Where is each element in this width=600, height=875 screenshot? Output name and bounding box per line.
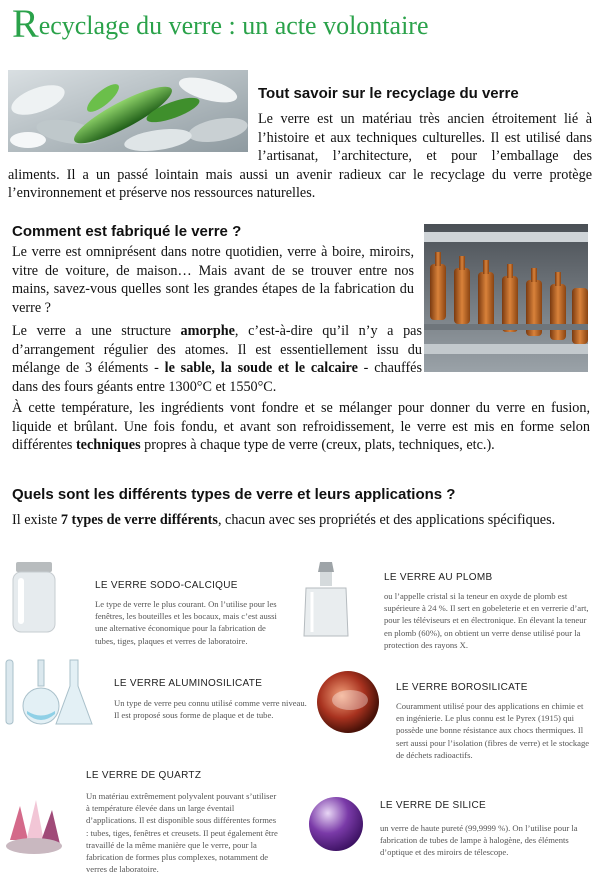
card-title-quartz: LE VERRE DE QUARTZ	[86, 770, 202, 781]
title-initial: R	[12, 1, 39, 46]
card-text-sodo: Le type de verre le plus courant. On l’utilise pour les fenêtres, les bouteilles et les bocaux, mais c’est aussi une alternative économique pour la fabrication de tubes, tiges, plaques et verres de laboratoire.	[95, 599, 277, 646]
card-title-boro: LE VERRE BOROSILICATE	[396, 682, 528, 693]
title-rest: ecyclage du verre : un acte volontaire	[38, 11, 429, 40]
quartz-crystals-illustration	[2, 792, 66, 856]
para2-amorphe: amorphe	[180, 323, 235, 339]
recyclage-paragraph: Le verre est un matériau très ancien étroitement lié à l’histoire et aux techniques culturelles. Il est utilisé dans l’artisanat, l’architecture, et pour l’emballage des aliments. Il a un passé lointain mais aussi un avenir radieux car le recyclage du verre protège l’environnement et préserve nos ressources naturelles.	[8, 111, 592, 202]
lab-glassware-illustration	[2, 656, 94, 728]
card-text-plomb: ou l’appelle cristal si la teneur en oxyde de plomb est supérieure à 24 %. Il sert en gobeleterie et en verrerie d’art, pour les téléviseurs et en électronique. En élevant la teneur en plomb (60%), on obtient un verre dense utilisé pour la protection des rayons X.	[384, 591, 589, 650]
intro-count: 7 types de verre différents	[60, 512, 218, 528]
card-text-alumino: Un type de verre peu connu utilisé comme verre niveau. Il est proposé sous forme de plaque et de tube.	[114, 698, 307, 721]
para3-a: À cette température, les ingrédients vont fondre et se mélanger pour donner du verre en fusion, liquide et brûlant. Une fois fondu, et avant son refroidissement, le verre est mis en forme selon différentes	[12, 400, 590, 454]
image-float-spacer-2	[422, 322, 590, 374]
para2-a: Le verre a une structure	[12, 323, 181, 339]
fabrication-paragraph-2	[12, 322, 590, 396]
intro-a: Il existe	[12, 512, 61, 528]
card-title-plomb: LE VERRE AU PLOMB	[384, 572, 493, 583]
para2-c: , c’est-à-dire qu’il n’y a pas d’arrangement régulier des atomes. Il est essentiellement issu du mélange de 3 éléments -	[12, 323, 422, 377]
card-title-silice: LE VERRE DE SILICE	[380, 800, 486, 811]
borosilicate-glass-illustration	[316, 670, 380, 734]
card-text-boro: Couramment utilisé pour des applications en chimie et en ingénierie. Le plus connu est le Pyrex (1915) qui possède une bonne résistance aux chocs thermiques. Il sert aussi pour l’isolation (fibres de verre) et le stockage de déchets radioactifs.	[396, 701, 590, 760]
types-intro	[12, 511, 590, 530]
fabrication-paragraph-1: Le verre est omniprésent dans notre quotidien, verre à boire, miroirs, vitre de voiture, de maison… Mais avant de se trouver entre nos mains, savez-vous quelles sont les grandes étapes de la fabrication du verre ?	[12, 244, 414, 316]
page-title	[12, 1, 592, 46]
recyclage-text-block	[8, 110, 592, 203]
silica-sphere-illustration	[308, 796, 364, 852]
para2-elements: le sable, la soude et le calcaire	[164, 360, 358, 377]
para3-techniques: techniques	[75, 437, 141, 454]
section-heading-recyclage: Tout savoir sur le recyclage du verre	[258, 85, 519, 102]
card-title-alumino: LE VERRE ALUMINOSILICATE	[114, 678, 263, 689]
card-text-silice: un verre de haute pureté (99,9999 %). On l’utilise pour la fabrication de tubes de lampe à halogène, des éléments d’optique et des miroirs de télescope.	[380, 823, 578, 858]
section-heading-types: Quels sont les différents types de verre et leurs applications ?	[12, 486, 456, 503]
card-title-sodo: LE VERRE SODO-CALCIQUE	[95, 580, 238, 591]
decanter-illustration	[298, 562, 354, 640]
fabrication-paragraph-3	[12, 399, 590, 455]
intro-c: , chacun avec ses propriétés et des applications spécifiques.	[217, 512, 556, 528]
jar-illustration	[10, 562, 58, 634]
para3-c: propres à chaque type de verre (creux, plats, techniques, etc.).	[140, 437, 495, 454]
para2-e: - chauffés dans des fours géants entre 1300°C et 1550°C.	[12, 360, 422, 395]
image-float-spacer	[8, 110, 258, 155]
card-text-quartz: Un matériau extrêmement polyvalent pouvant s’utiliser à température élevée dans un large éventail d’applications. Il est disponible sous différentes formes : tubes, tiges, fenêtres et creusets. Il peut également être travaillé de la même manière que le verre, pour la fabrication de formes plus complexes, notamment de verres de laboratoire.	[86, 791, 278, 875]
section-heading-fabrication: Comment est fabriqué le verre ?	[12, 223, 242, 240]
